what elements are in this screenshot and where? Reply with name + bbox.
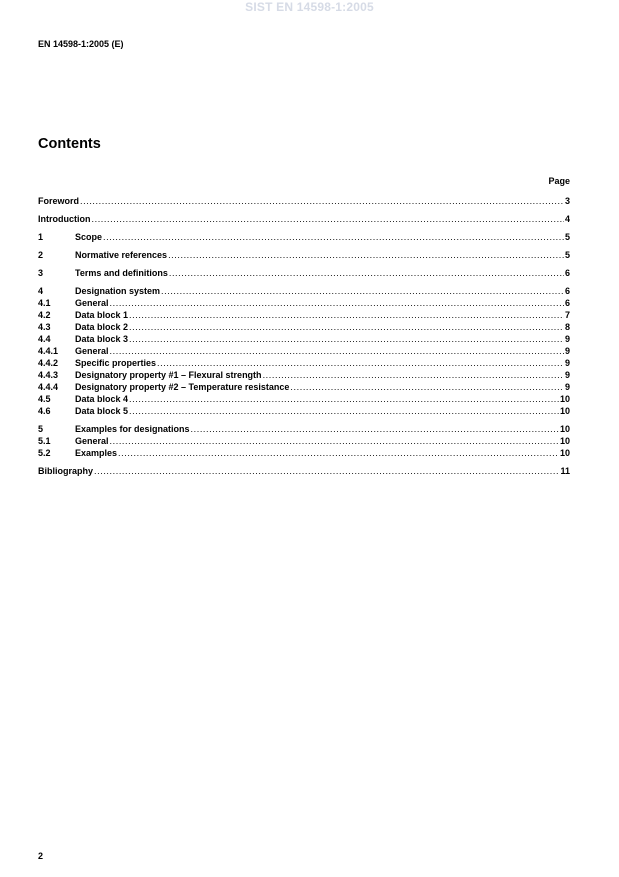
toc-entry[interactable] xyxy=(38,213,570,225)
toc-dot-leader xyxy=(129,405,559,417)
toc-entry-title: Normative references xyxy=(75,250,168,260)
toc-entry-page: 10 xyxy=(559,406,570,416)
toc-entry-page: 8 xyxy=(564,322,570,332)
toc-entry-page: 6 xyxy=(564,268,570,278)
toc-entry-number: 3 xyxy=(38,268,44,278)
toc-entry-number: 4.4.2 xyxy=(38,358,59,368)
toc-entry-title: General xyxy=(75,346,109,356)
toc-entry-page: 5 xyxy=(564,232,570,242)
toc-entry-number: 4.6 xyxy=(38,406,51,416)
toc-entry[interactable] xyxy=(38,333,570,345)
toc-entry-title: General xyxy=(75,298,109,308)
page-column-label: Page xyxy=(548,176,570,186)
toc-entry-number: 5.1 xyxy=(38,436,51,446)
toc-entry[interactable] xyxy=(38,435,570,447)
toc-dot-leader xyxy=(92,213,564,225)
toc-entry-title: Designation system xyxy=(75,286,161,296)
toc-entry-title: Examples xyxy=(75,448,118,458)
toc-entry-title: Data block 4 xyxy=(75,394,129,404)
toc-dot-leader xyxy=(94,465,559,477)
toc-entry-page: 6 xyxy=(564,286,570,296)
toc-entry-title: Bibliography xyxy=(38,466,94,476)
toc-entry[interactable] xyxy=(38,249,570,261)
toc-entry-title: Introduction xyxy=(38,214,91,224)
toc-entry[interactable] xyxy=(38,369,570,381)
toc-entry-page: 10 xyxy=(559,424,570,434)
toc-entry[interactable] xyxy=(38,345,570,357)
toc-entry-page: 11 xyxy=(560,466,570,476)
toc-entry[interactable] xyxy=(38,195,570,207)
toc-entry-number: 4 xyxy=(38,286,44,296)
toc-entry-title: Terms and definitions xyxy=(75,268,168,278)
toc-entry[interactable] xyxy=(38,285,570,297)
toc-entry-title: Designatory property #2 – Temperature resistance xyxy=(75,382,290,392)
toc-entry-page: 9 xyxy=(564,382,570,392)
toc-entry-page: 10 xyxy=(559,448,570,458)
toc-entry-page: 9 xyxy=(564,358,570,368)
toc-entry-number: 4.1 xyxy=(38,298,51,308)
toc-entry[interactable] xyxy=(38,297,570,309)
toc-entry-page: 10 xyxy=(559,394,570,404)
toc-dot-leader xyxy=(161,285,564,297)
toc-entry[interactable] xyxy=(38,267,570,279)
toc-entry-page: 7 xyxy=(564,310,570,320)
toc-entry[interactable] xyxy=(38,381,570,393)
toc-entry-title: Designatory property #1 – Flexural strength xyxy=(75,370,262,380)
toc-dot-leader xyxy=(110,345,564,357)
toc-entry[interactable] xyxy=(38,357,570,369)
toc-entry-number: 4.3 xyxy=(38,322,51,332)
toc-entry[interactable] xyxy=(38,321,570,333)
toc-entry-page: 6 xyxy=(564,298,570,308)
toc-entry[interactable] xyxy=(38,393,570,405)
toc-entry-title: Data block 5 xyxy=(75,406,129,416)
toc-dot-leader xyxy=(103,231,564,243)
toc-dot-leader xyxy=(80,195,564,207)
toc-entry-title: Data block 3 xyxy=(75,334,129,344)
toc-dot-leader xyxy=(118,447,559,459)
toc-entry-title: Examples for designations xyxy=(75,424,190,434)
toc-dot-leader xyxy=(157,357,564,369)
toc-entry-number: 1 xyxy=(38,232,44,242)
toc-entry-number: 5.2 xyxy=(38,448,51,458)
toc-entry-title: Foreword xyxy=(38,196,80,206)
toc-entry-number: 4.2 xyxy=(38,310,51,320)
toc-dot-leader xyxy=(129,321,564,333)
toc-dot-leader xyxy=(191,423,559,435)
toc-dot-leader xyxy=(129,333,564,345)
toc-entry-number: 4.5 xyxy=(38,394,51,404)
toc-entry-title: Specific properties xyxy=(75,358,157,368)
toc-entry-page: 9 xyxy=(564,346,570,356)
document-id-header: EN 14598-1:2005 (E) xyxy=(38,39,124,49)
page-title: Contents xyxy=(38,136,101,152)
toc-dot-leader xyxy=(110,297,564,309)
toc-entry-number: 4.4 xyxy=(38,334,51,344)
toc-entry[interactable] xyxy=(38,447,570,459)
toc-dot-leader xyxy=(168,249,564,261)
toc-entry[interactable] xyxy=(38,423,570,435)
toc-entry[interactable] xyxy=(38,309,570,321)
toc-entry-page: 4 xyxy=(564,214,570,224)
toc-entry-page: 9 xyxy=(564,370,570,380)
toc-entry-page: 10 xyxy=(559,436,570,446)
toc-entry[interactable] xyxy=(38,405,570,417)
toc-dot-leader xyxy=(129,393,559,405)
page-number: 2 xyxy=(38,851,44,861)
toc-dot-leader xyxy=(129,309,564,321)
toc-entry-number: 4.4.3 xyxy=(38,370,59,380)
toc-entry-title: Data block 2 xyxy=(75,322,129,332)
toc-entry-number: 4.4.1 xyxy=(38,346,59,356)
toc-entry-number: 5 xyxy=(38,424,44,434)
toc-entry-title: General xyxy=(75,436,109,446)
toc-dot-leader xyxy=(263,369,564,381)
toc-entry[interactable] xyxy=(38,465,570,477)
toc-entry-page: 9 xyxy=(564,334,570,344)
watermark: SIST EN 14598-1:2005 xyxy=(245,0,374,14)
toc-dot-leader xyxy=(169,267,564,279)
toc-entry-number: 2 xyxy=(38,250,44,260)
toc-entry-page: 5 xyxy=(564,250,570,260)
toc-dot-leader xyxy=(290,381,564,393)
toc-dot-leader xyxy=(110,435,559,447)
toc-entry-title: Data block 1 xyxy=(75,310,129,320)
toc-entry-page: 3 xyxy=(564,196,570,206)
toc-entry-title: Scope xyxy=(75,232,103,242)
toc-entry-number: 4.4.4 xyxy=(38,382,59,392)
toc-entry[interactable] xyxy=(38,231,570,243)
